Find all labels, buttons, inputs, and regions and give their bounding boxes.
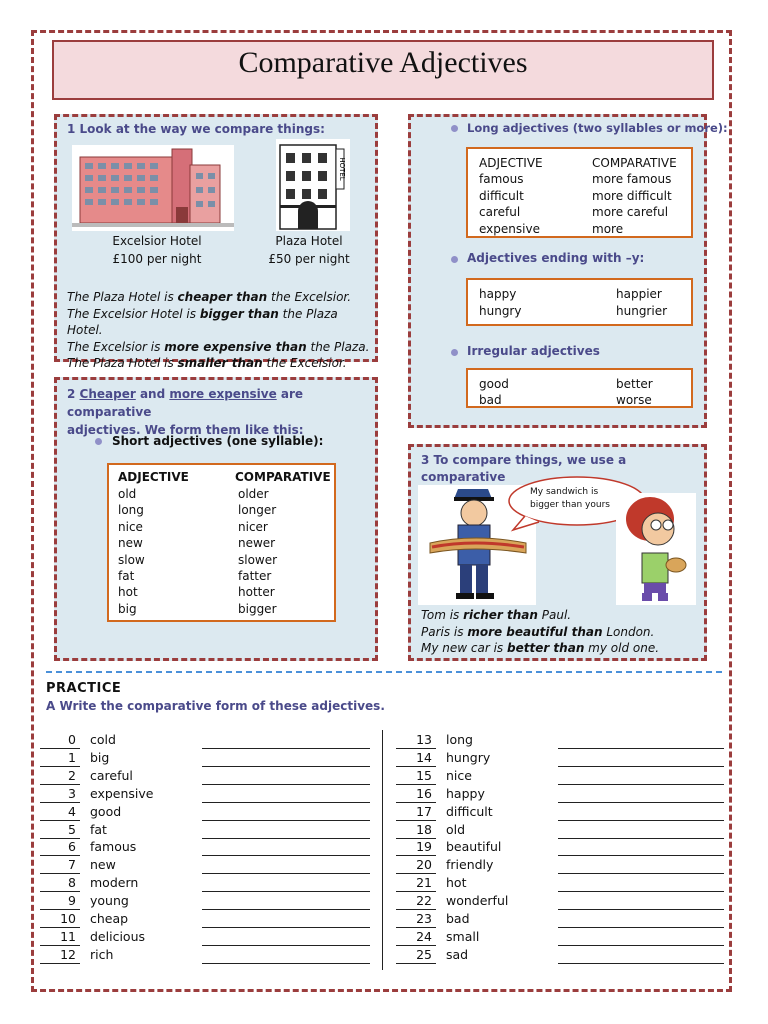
practice-adjective: good (90, 803, 122, 819)
irregular-comparative-list: better worse (616, 377, 653, 407)
excelsior-hotel-image (72, 145, 234, 231)
irregular-adjective-list: good bad (479, 377, 509, 407)
bullet-icon (95, 438, 102, 445)
plaza-hotel-sign-text: HOTEL (338, 157, 346, 181)
bullet-icon (451, 256, 458, 263)
bullet-icon (451, 125, 458, 132)
practice-row (40, 910, 380, 928)
practice-row (40, 946, 380, 964)
section-divider (46, 671, 722, 673)
practice-row (396, 946, 736, 964)
practice-adjective: modern (90, 875, 139, 891)
practice-title: PRACTICE (46, 681, 122, 696)
practice-row (396, 785, 736, 803)
practice-row (396, 821, 736, 839)
practice-row (40, 803, 380, 821)
practice-row (396, 731, 736, 749)
practice-row (40, 856, 380, 874)
practice-adjective: sad (446, 946, 469, 962)
bullet-icon (451, 349, 458, 356)
practice-item-number: 18 (416, 821, 432, 837)
practice-item-number: 2 (68, 767, 76, 783)
practice-item-number: 21 (416, 875, 432, 891)
practice-row (40, 749, 380, 767)
irregular-adjectives-table (466, 368, 693, 408)
practice-item-number: 8 (68, 875, 76, 891)
practice-row (396, 910, 736, 928)
y-adjective-list: happy hungry (479, 287, 522, 318)
long-adjectives-table (466, 147, 693, 238)
section3-sentence: Paris is more beautiful than London. (421, 624, 655, 639)
plaza-price: £50 per night (268, 252, 350, 266)
long-adjective-list: famous difficult careful expensive (479, 172, 540, 236)
practice-adjective: careful (90, 767, 133, 783)
number-underline (40, 963, 80, 964)
practice-adjective: hungry (446, 749, 491, 765)
practice-adjective: young (90, 893, 129, 909)
practice-item-number: 11 (60, 928, 76, 944)
practice-item-number: 13 (416, 732, 432, 747)
page-title: Comparative Adjectives (238, 46, 528, 79)
section2-heading: 2 Cheaper and more expensive are comparative adjectives. We form them like this: (67, 387, 304, 437)
practice-adjective: cheap (90, 911, 129, 926)
practice-adjective: happy (446, 785, 485, 801)
practice-item-number: 15 (416, 767, 432, 783)
practice-item-number: 10 (60, 911, 76, 926)
short-adjectives-label: Short adjectives (one syllable): (112, 434, 324, 448)
practice-item-number: 22 (416, 893, 432, 909)
practice-adjective: new (90, 857, 116, 873)
section1-sentence: The Excelsior is more expensive than the Plaza. (67, 339, 370, 354)
practice-row (40, 874, 380, 892)
practice-item-number: 1 (68, 749, 76, 765)
girl-eating-image (616, 493, 696, 605)
practice-item-number: 20 (416, 857, 432, 873)
practice-column-divider (382, 730, 383, 970)
long-comparative-list: more famous more difficult more careful more (592, 172, 672, 236)
practice-row (40, 928, 380, 946)
practice-adjective: fat (90, 821, 107, 837)
plaza-hotel-image (276, 139, 350, 231)
section1-heading: 1 Look at the way we compare things: (67, 122, 325, 136)
section1-sentences (67, 289, 377, 372)
practice-instruction: A Write the comparative form of these adjectives. (46, 699, 385, 713)
practice-item-number: 25 (416, 946, 432, 962)
practice-item-number: 7 (68, 857, 76, 873)
section1-sentence: The Plaza Hotel is smaller than the Excelsior. (67, 356, 347, 370)
y-adjectives-table (466, 278, 693, 326)
practice-row (396, 838, 736, 856)
practice-row (40, 821, 380, 839)
long-adjectives-label: Long adjectives (two syllables or more): (467, 121, 728, 135)
practice-adjective: big (90, 749, 110, 765)
long-col-comparative-header: COMPARATIVE (592, 156, 677, 170)
practice-adjective: expensive (90, 785, 154, 801)
excelsior-price: £100 per night (112, 252, 202, 266)
practice-adjective: beautiful (446, 839, 502, 855)
speech-bubble-text: My sandwich is bigger than yours (530, 487, 610, 510)
practice-adjective: bad (446, 911, 470, 926)
practice-row (396, 856, 736, 874)
practice-adjective: old (446, 821, 466, 837)
short-comparative-list: older longer nicer newer slower fatter hotter bigger (238, 487, 278, 616)
practice-item-number: 19 (416, 839, 432, 855)
practice-adjective: friendly (446, 857, 494, 873)
practice-row (40, 767, 380, 785)
section3-heading: 3 To compare things, we use a comparative (421, 453, 627, 484)
col-comparative-header: COMPARATIVE (235, 470, 331, 484)
practice-item-number: 16 (416, 785, 432, 801)
excelsior-name: Excelsior Hotel (112, 234, 202, 248)
practice-row (40, 838, 380, 856)
practice-row (396, 749, 736, 767)
practice-adjective: delicious (90, 928, 145, 944)
practice-adjective: small (446, 928, 480, 944)
answer-blank[interactable] (202, 963, 370, 964)
practice-adjective: cold (90, 732, 116, 747)
practice-row (40, 731, 380, 749)
practice-item-number: 12 (60, 946, 76, 962)
practice-adjective: rich (90, 946, 114, 962)
practice-item-number: 4 (68, 803, 76, 819)
practice-adjective: famous (90, 839, 137, 855)
practice-row (396, 803, 736, 821)
practice-item-number: 9 (68, 893, 76, 909)
section3-sentences (421, 607, 706, 657)
practice-adjective: wonderful (446, 893, 509, 909)
practice-item-number: 3 (68, 785, 76, 801)
practice-adjective: hot (446, 875, 467, 891)
practice-item-number: 6 (68, 839, 76, 855)
section1-sentence: The Excelsior Hotel is bigger than the Plaza Hotel. (67, 306, 338, 337)
practice-row (396, 928, 736, 946)
practice-item-number: 23 (416, 911, 432, 926)
short-adjective-list: old long nice new slow fat hot big (118, 487, 145, 616)
practice-row (396, 892, 736, 910)
y-adjectives-label: Adjectives ending with –y: (467, 251, 645, 265)
section3-sentence: My new car is better than my old one. (421, 641, 660, 655)
y-comparative-list: happier hungrier (616, 287, 668, 318)
practice-item-number: 14 (416, 749, 432, 765)
practice-adjective: difficult (446, 803, 493, 819)
practice-adjective: nice (446, 767, 472, 783)
practice-item-number: 24 (416, 928, 432, 944)
section3-sentence: Tom is richer than Paul. (421, 608, 572, 622)
practice-row (396, 767, 736, 785)
plaza-name: Plaza Hotel (275, 234, 343, 248)
practice-item-number: 0 (68, 732, 76, 747)
number-underline (396, 963, 436, 964)
irregular-adjectives-label: Irregular adjectives (467, 344, 600, 358)
practice-row (40, 785, 380, 803)
col-adjective-header: ADJECTIVE (118, 470, 189, 484)
practice-item-number: 5 (68, 821, 76, 837)
practice-row (396, 874, 736, 892)
practice-row (40, 892, 380, 910)
section1-sentence: The Plaza Hotel is cheaper than the Excelsior. (67, 290, 352, 304)
answer-blank[interactable] (558, 963, 724, 964)
practice-item-number: 17 (416, 803, 432, 819)
practice-adjective: long (446, 732, 473, 747)
long-col-adjective-header: ADJECTIVE (479, 156, 543, 170)
